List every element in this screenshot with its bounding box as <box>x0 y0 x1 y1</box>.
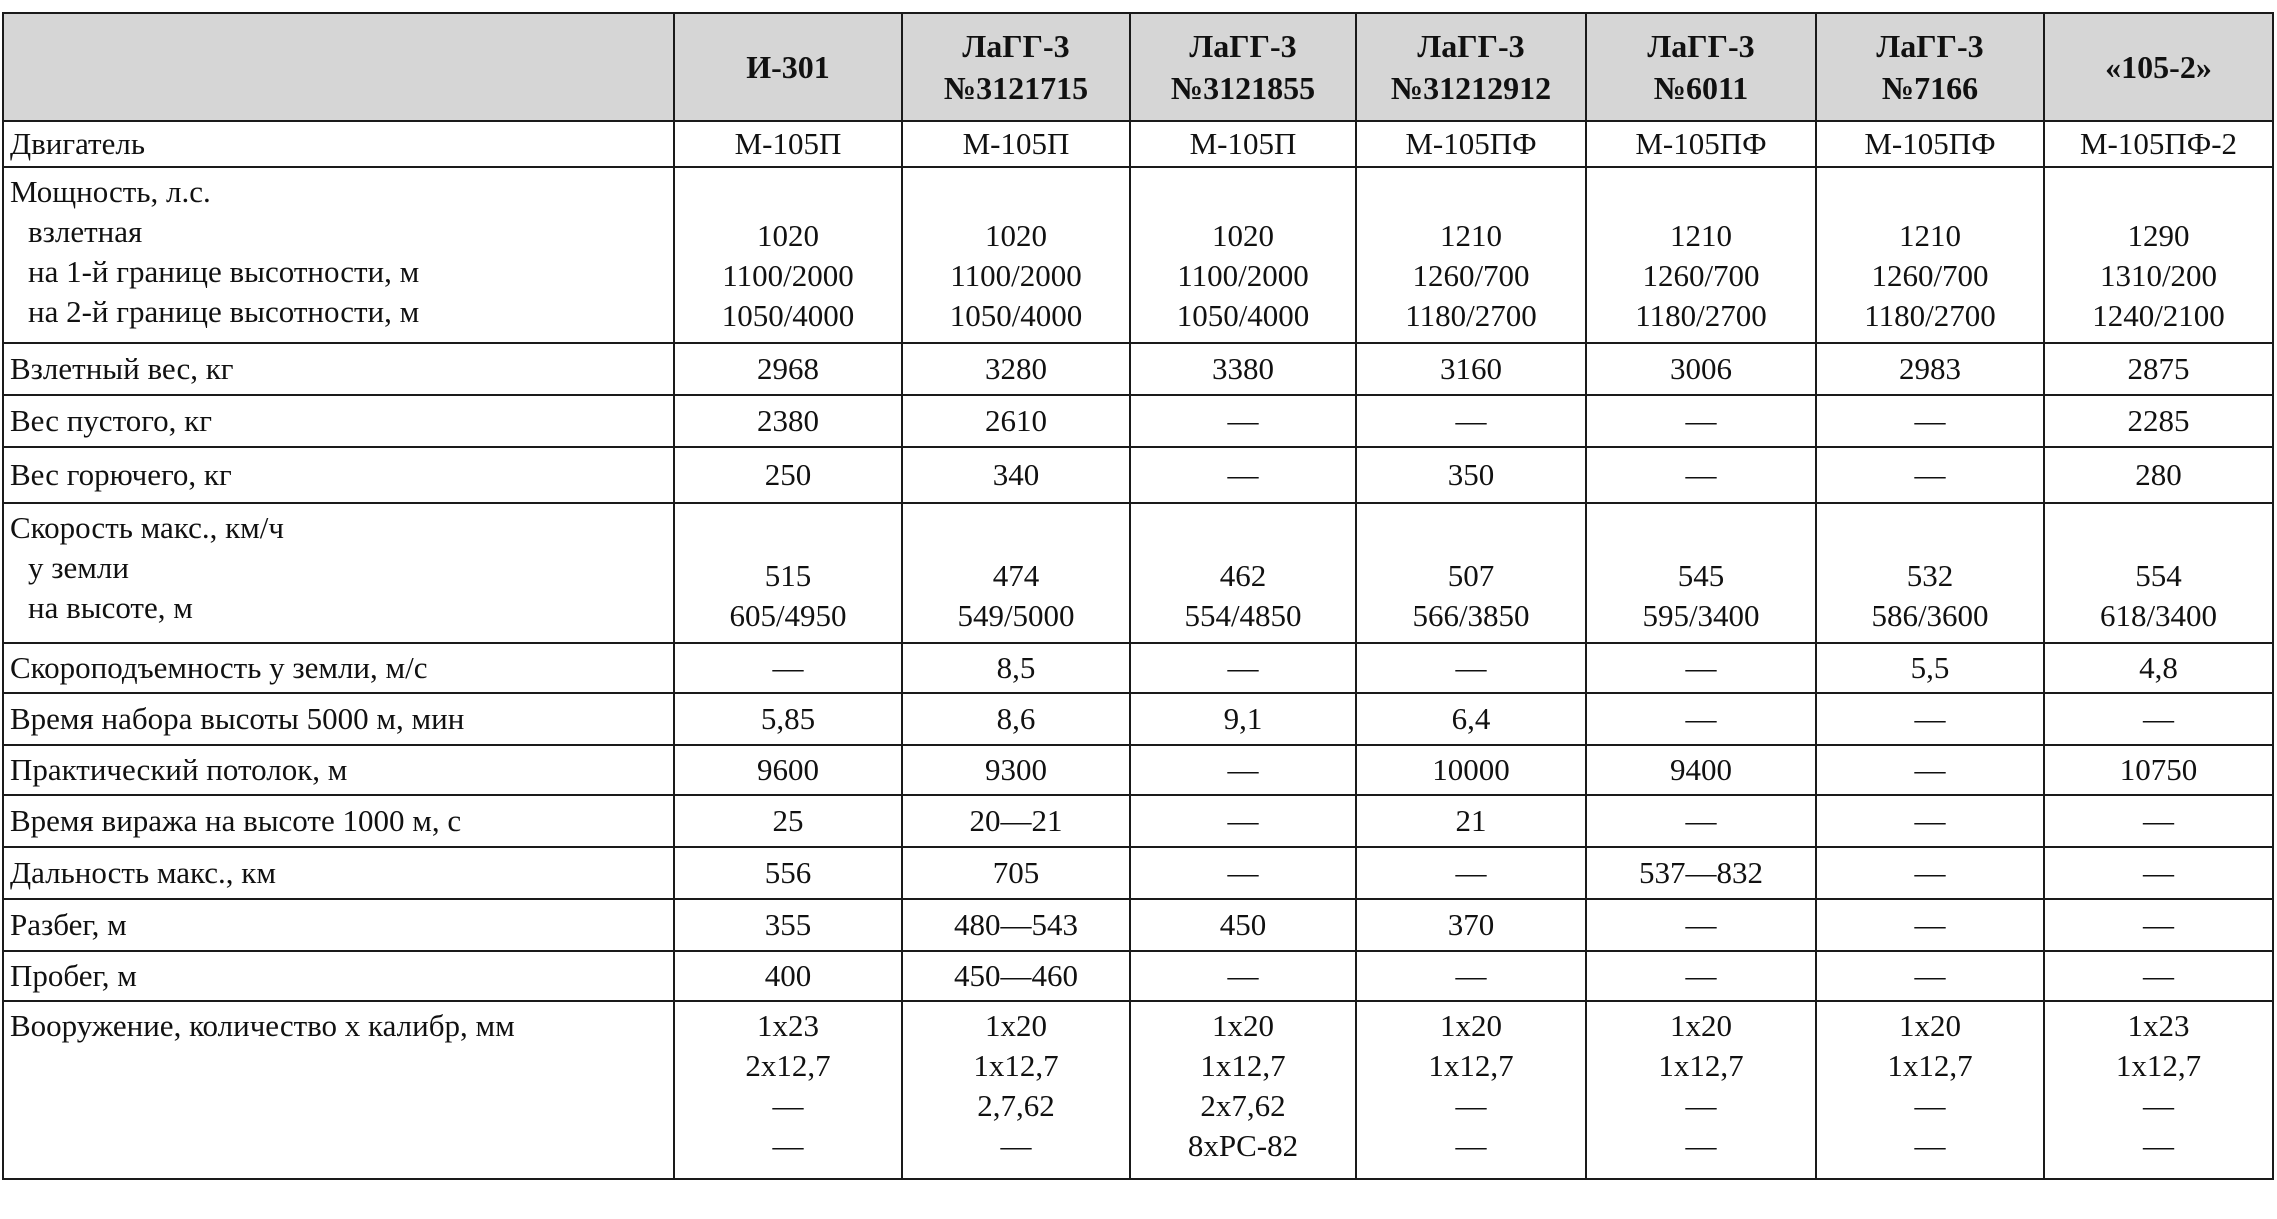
table-cell: 3006 <box>1586 343 1816 395</box>
row-landing-run <box>3 951 2273 1001</box>
table-cell: — <box>1356 395 1586 447</box>
table-cell: 554 618/3400 <box>2044 503 2273 643</box>
table-cell: 480—543 <box>902 899 1130 951</box>
row-label: Дальность макс., км <box>3 847 674 899</box>
table-cell: 280 <box>2044 447 2273 503</box>
table-cell: 545 595/3400 <box>1586 503 1816 643</box>
table-cell: — <box>1130 795 1356 847</box>
table-cell: — <box>2044 847 2273 899</box>
row-fuel-weight <box>3 447 2273 503</box>
table-cell: — <box>1816 693 2044 745</box>
row-label: Разбег, м <box>3 899 674 951</box>
table-cell: — <box>1130 643 1356 693</box>
spec-table-wrapper <box>2 12 2274 1180</box>
table-cell: 1x20 1x12,7 — — <box>1816 1001 2044 1179</box>
table-cell: 1x20 1x12,7 2,7,62 — <box>902 1001 1130 1179</box>
table-cell: 2380 <box>674 395 902 447</box>
table-cell: 9400 <box>1586 745 1816 795</box>
table-cell: — <box>2044 795 2273 847</box>
table-cell: 3280 <box>902 343 1130 395</box>
row-empty-weight <box>3 395 2273 447</box>
table-cell: — <box>674 643 902 693</box>
table-cell: — <box>1586 795 1816 847</box>
table-cell: 2285 <box>2044 395 2273 447</box>
row-sublabel: на 1-й границе высотности, м <box>28 254 420 289</box>
table-cell: — <box>1816 899 2044 951</box>
table-cell: — <box>1586 395 1816 447</box>
table-cell: — <box>1816 795 2044 847</box>
table-cell: — <box>1130 951 1356 1001</box>
table-cell: 8,6 <box>902 693 1130 745</box>
table-cell: 8,5 <box>902 643 1130 693</box>
row-label: Скороподъемность у земли, м/с <box>3 643 674 693</box>
table-cell: — <box>1356 643 1586 693</box>
table-cell: 450—460 <box>902 951 1130 1001</box>
table-cell: 1290 1310/200 1240/2100 <box>2044 167 2273 343</box>
table-cell: 474 549/5000 <box>902 503 1130 643</box>
table-cell: М-105П <box>674 121 902 167</box>
table-cell: 355 <box>674 899 902 951</box>
row-engine <box>3 121 2273 167</box>
table-cell: 3380 <box>1130 343 1356 395</box>
table-cell: — <box>1816 745 2044 795</box>
table-cell: 9600 <box>674 745 902 795</box>
table-cell: 537—832 <box>1586 847 1816 899</box>
table-cell: — <box>1130 447 1356 503</box>
table-cell: 532 586/3600 <box>1816 503 2044 643</box>
table-cell: М-105П <box>1130 121 1356 167</box>
row-label: Взлетный вес, кг <box>3 343 674 395</box>
table-cell: 705 <box>902 847 1130 899</box>
row-label <box>3 503 674 643</box>
row-power <box>3 167 2273 343</box>
header-col-2: ЛаГГ-3 №3121715 <box>902 13 1130 121</box>
header-col-4: ЛаГГ-3 №31212912 <box>1356 13 1586 121</box>
table-cell: М-105ПФ <box>1586 121 1816 167</box>
table-cell: 250 <box>674 447 902 503</box>
table-cell: — <box>1816 951 2044 1001</box>
row-sublabel: на высоте, м <box>28 590 193 625</box>
table-cell: 340 <box>902 447 1130 503</box>
row-label: Время набора высоты 5000 м, мин <box>3 693 674 745</box>
row-label-main: Скорость макс., км/ч <box>10 510 284 545</box>
table-cell: 2968 <box>674 343 902 395</box>
row-armament <box>3 1001 2273 1179</box>
row-max-range <box>3 847 2273 899</box>
table-cell: 2983 <box>1816 343 2044 395</box>
table-cell: — <box>1130 847 1356 899</box>
aircraft-spec-table <box>2 12 2274 1180</box>
row-label: Двигатель <box>3 121 674 167</box>
header-col-7: «105-2» <box>2044 13 2273 121</box>
table-cell: — <box>1356 847 1586 899</box>
table-cell: — <box>1356 951 1586 1001</box>
table-cell: М-105ПФ <box>1356 121 1586 167</box>
table-cell: — <box>1586 643 1816 693</box>
header-row <box>3 13 2273 121</box>
table-cell: 5,85 <box>674 693 902 745</box>
table-cell: 21 <box>1356 795 1586 847</box>
table-cell: — <box>1130 745 1356 795</box>
table-cell: М-105ПФ-2 <box>2044 121 2273 167</box>
row-label: Пробег, м <box>3 951 674 1001</box>
row-label-main: Мощность, л.с. <box>10 174 211 209</box>
table-cell: — <box>2044 693 2273 745</box>
table-cell: 1210 1260/700 1180/2700 <box>1586 167 1816 343</box>
table-cell: 2875 <box>2044 343 2273 395</box>
row-service-ceiling <box>3 745 2273 795</box>
table-cell: — <box>1586 447 1816 503</box>
row-max-speed <box>3 503 2273 643</box>
row-takeoff-run <box>3 899 2273 951</box>
row-turn-time <box>3 795 2273 847</box>
row-label: Время виража на высоте 1000 м, с <box>3 795 674 847</box>
header-col-6: ЛаГГ-3 №7166 <box>1816 13 2044 121</box>
table-cell: 462 554/4850 <box>1130 503 1356 643</box>
table-cell: 20—21 <box>902 795 1130 847</box>
table-cell: 9,1 <box>1130 693 1356 745</box>
header-col-1: И-301 <box>674 13 902 121</box>
table-cell: 6,4 <box>1356 693 1586 745</box>
table-cell: 25 <box>674 795 902 847</box>
table-cell: М-105ПФ <box>1816 121 2044 167</box>
table-cell: 1210 1260/700 1180/2700 <box>1356 167 1586 343</box>
table-cell: 1x23 1x12,7 — — <box>2044 1001 2273 1179</box>
table-cell: 1020 1100/2000 1050/4000 <box>902 167 1130 343</box>
table-cell: 1x20 1x12,7 2x7,62 8xPC-82 <box>1130 1001 1356 1179</box>
table-cell: 1020 1100/2000 1050/4000 <box>674 167 902 343</box>
table-cell: — <box>1586 951 1816 1001</box>
table-cell: — <box>1816 447 2044 503</box>
table-cell: 370 <box>1356 899 1586 951</box>
table-cell: — <box>2044 951 2273 1001</box>
header-blank-cell <box>3 13 674 121</box>
table-cell: 1x20 1x12,7 — — <box>1356 1001 1586 1179</box>
row-sublabel: у земли <box>28 550 129 585</box>
table-cell: 1210 1260/700 1180/2700 <box>1816 167 2044 343</box>
table-cell: — <box>1816 395 2044 447</box>
table-cell: 515 605/4950 <box>674 503 902 643</box>
table-cell: 1020 1100/2000 1050/4000 <box>1130 167 1356 343</box>
row-sublabel: на 2-й границе высотности, м <box>28 294 420 329</box>
table-cell: 3160 <box>1356 343 1586 395</box>
table-cell: 2610 <box>902 395 1130 447</box>
header-col-5: ЛаГГ-3 №6011 <box>1586 13 1816 121</box>
table-cell: — <box>2044 899 2273 951</box>
row-climb-rate <box>3 643 2273 693</box>
row-takeoff-weight <box>3 343 2273 395</box>
row-label: Вес горючего, кг <box>3 447 674 503</box>
table-cell: — <box>1816 847 2044 899</box>
table-cell: 1x20 1x12,7 — — <box>1586 1001 1816 1179</box>
row-climb-time <box>3 693 2273 745</box>
table-cell: — <box>1130 395 1356 447</box>
table-cell: 556 <box>674 847 902 899</box>
row-label: Практический потолок, м <box>3 745 674 795</box>
table-cell: 9300 <box>902 745 1130 795</box>
table-cell: 400 <box>674 951 902 1001</box>
row-label <box>3 167 674 343</box>
table-cell: М-105П <box>902 121 1130 167</box>
table-cell: 10000 <box>1356 745 1586 795</box>
table-cell: 5,5 <box>1816 643 2044 693</box>
table-cell: 1x23 2x12,7 — — <box>674 1001 902 1179</box>
header-col-3: ЛаГГ-3 №3121855 <box>1130 13 1356 121</box>
table-cell: 350 <box>1356 447 1586 503</box>
table-cell: 507 566/3850 <box>1356 503 1586 643</box>
row-sublabel: взлетная <box>28 214 143 249</box>
table-cell: 450 <box>1130 899 1356 951</box>
table-cell: — <box>1586 693 1816 745</box>
table-cell: 10750 <box>2044 745 2273 795</box>
row-label: Вооружение, количество х калибр, мм <box>3 1001 674 1179</box>
table-cell: 4,8 <box>2044 643 2273 693</box>
row-label: Вес пустого, кг <box>3 395 674 447</box>
table-cell: — <box>1586 899 1816 951</box>
